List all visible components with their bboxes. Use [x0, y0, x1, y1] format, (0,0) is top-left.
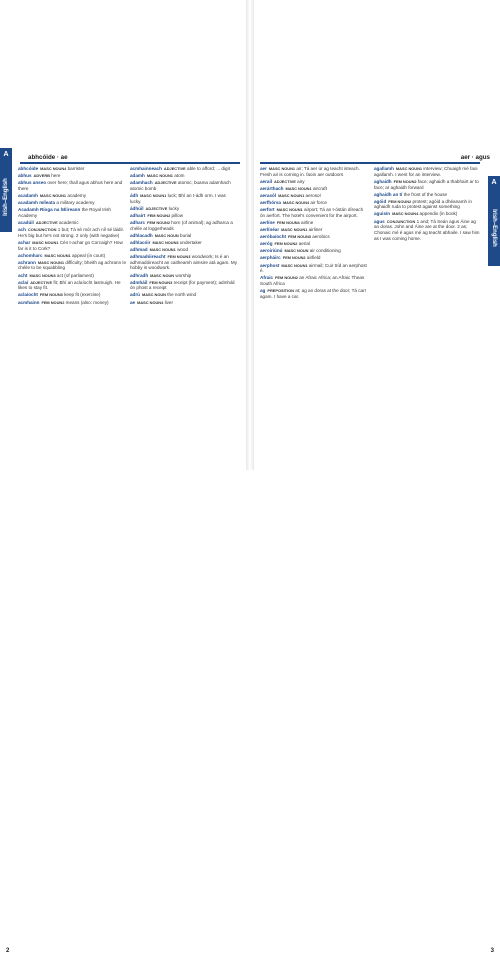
- dictionary-entry: [18, 166, 126, 172]
- definition: fit; Bhí an aclaíocht lasmuigh. He likes to stay fit.: [18, 279, 121, 291]
- grammar-label: MASC NOUN4: [40, 166, 67, 171]
- dictionary-entry: [130, 173, 238, 179]
- definition: luck; Bhí an t-ádh orm. I was lucky.: [130, 192, 226, 204]
- headword: aghaidh: [374, 178, 392, 184]
- definition: aerobics: [312, 234, 330, 240]
- dictionary-entry: [260, 227, 368, 233]
- headword: adrú: [130, 292, 140, 298]
- dictionary-entry: [260, 220, 368, 226]
- left-header-rule: [20, 162, 240, 164]
- grammar-label: MASC NOUN1: [44, 252, 71, 258]
- definition: keep fit (exercise): [64, 292, 101, 298]
- dictionary-entry: [130, 273, 238, 279]
- left-page-number: 2: [6, 948, 10, 954]
- dictionary-entry: [260, 186, 368, 192]
- dictionary-entry: [18, 240, 126, 251]
- grammar-label: MASC NOUN1: [281, 262, 308, 268]
- definition: undertaker: [179, 239, 202, 245]
- definition: the front of the house: [403, 191, 448, 197]
- definition: atom: [174, 173, 185, 179]
- dictionary-entry: [130, 213, 238, 219]
- grammar-label: FEM NOUN2: [275, 275, 298, 281]
- dictionary-entry: [130, 233, 238, 239]
- headword: ag: [260, 288, 266, 294]
- definition: lucky: [168, 205, 180, 211]
- grammar-label: MASC NOUN: [141, 292, 166, 298]
- definition: a military academy: [56, 200, 95, 206]
- grammar-label: MASC NOUN1: [39, 192, 67, 198]
- definition: appendix (in book): [419, 211, 458, 217]
- grammar-label: MASC NOUN: [154, 232, 179, 238]
- dictionary-entry: [260, 275, 368, 286]
- grammar-label: MASC NOUN4: [282, 200, 310, 206]
- definition: interview; Chuaigh mé faoi agallamh. I went for an interview.: [374, 166, 478, 177]
- headword: aerphost: [260, 262, 280, 268]
- headword: aclaíocht: [18, 292, 38, 298]
- dictionary-entry: [260, 255, 368, 261]
- definition: worship: [175, 272, 192, 278]
- dictionary-entry: [18, 300, 126, 306]
- dictionary-entry: [130, 300, 238, 306]
- dictionary-entry: [374, 199, 482, 210]
- left-side-tab: [0, 162, 12, 232]
- grammar-label: CONJUNCTION: [27, 227, 57, 233]
- dictionary-entry: [130, 193, 238, 204]
- headword: acadamh míleata: [18, 200, 56, 206]
- definition: academic: [58, 219, 79, 225]
- grammar-label: ADJECTIVE: [274, 178, 296, 184]
- dictionary-entry: [130, 180, 238, 191]
- headword: aerlínéar: [260, 227, 280, 233]
- definition: 1 and; Tá Seán agus Áine ag an doras. John and Áine are at the door. 2 as; Chonaic mé é agus mé ag teacht abhaile. I saw him as I was coming home.: [374, 218, 480, 241]
- dictionary-entry: [374, 211, 482, 217]
- grammar-label: CONJUNCTION: [386, 218, 416, 224]
- dictionary-entry: [260, 200, 368, 206]
- definition: woodwork; Is é an adhmadóireacht an caitheamh aimsire atá agam. My hobby is woodwork.: [130, 254, 237, 271]
- headword: aerpháirc: [260, 255, 281, 261]
- headword: adhmad: [130, 246, 148, 252]
- left-column-2: [130, 166, 238, 307]
- headword: aeróbaíocht: [260, 234, 287, 240]
- headword: abhcóide: [18, 166, 39, 171]
- headword: ae: [130, 299, 136, 305]
- headword: adharc: [130, 219, 146, 225]
- headword: aghaidh an tí: [374, 191, 403, 197]
- grammar-label: ADJECTIVE: [154, 180, 177, 186]
- definition: liver: [164, 299, 173, 305]
- dictionary-entry: [130, 166, 238, 172]
- headword: adamhach: [130, 180, 153, 186]
- dictionary-entry: [260, 288, 368, 299]
- grammar-label: FEM NOUN2: [41, 299, 65, 305]
- left-column-1: [18, 166, 126, 307]
- headword: aerárthach: [260, 185, 284, 191]
- right-side-tab: [488, 190, 500, 266]
- grammar-label: FEM NOUN3: [288, 234, 311, 240]
- dictionary-entry: [18, 253, 126, 259]
- definition: burial: [180, 232, 192, 238]
- headword: adhlacóir: [130, 239, 151, 245]
- grammar-label: MASC NOUN3: [152, 239, 179, 245]
- grammar-label: MASC NOUN1: [395, 166, 423, 171]
- grammar-label: MASC NOUN3: [29, 272, 56, 278]
- right-running-header: aer · agus: [460, 154, 490, 161]
- dictionary-entry: [18, 207, 126, 218]
- grammar-label: MASC NOUN4: [137, 299, 164, 305]
- grammar-label: ADJECTIVE: [163, 166, 186, 171]
- headword: abhus anseo: [18, 180, 47, 186]
- definition: face; aghaidh a thabhairt ar to face; ar aghaidh forward: [374, 178, 479, 190]
- headword: ádhúil: [130, 205, 144, 211]
- grammar-label: MASC NOUN1: [146, 173, 173, 179]
- grammar-label: FEM NOUN2: [393, 178, 417, 184]
- headword: acmhainneach: [130, 166, 162, 171]
- headword: adhradh: [130, 272, 149, 278]
- grammar-label: MASC NOUN: [150, 272, 175, 278]
- definition: difficulty; bheith ag achrann le chéile to be squabbling: [18, 259, 127, 271]
- definition: act (of parliament): [56, 272, 94, 278]
- headword: adamh: [130, 173, 145, 179]
- headword: acadamh: [18, 192, 38, 198]
- dictionary-entry: [18, 173, 126, 179]
- definition: appeal (in court): [71, 252, 106, 258]
- right-column-1: [260, 166, 368, 301]
- left-running-header: abhcóide · ae: [28, 154, 68, 161]
- definition: air conditioning: [309, 248, 341, 254]
- grammar-label: FEM NOUN2: [147, 212, 171, 218]
- grammar-label: MASC NOUN1: [268, 166, 296, 171]
- definition: aircraft: [312, 185, 327, 191]
- headword: achrann: [18, 259, 36, 265]
- grammar-label: FEM NOUN3: [149, 279, 173, 285]
- grammar-label: FEM NOUN3: [39, 292, 63, 298]
- headword: ádh: [130, 192, 139, 198]
- dictionary-entry: [18, 280, 126, 291]
- definition: at; ag an doras at the door; Tá carr agam. I have a car.: [260, 288, 367, 299]
- definition: airfield: [306, 255, 321, 261]
- headword: abhus: [18, 173, 32, 179]
- definition: the north wind: [167, 292, 197, 298]
- dictionary-entry: [130, 247, 238, 253]
- grammar-label: FEM NOUN3: [167, 254, 191, 260]
- definition: an Afraic Africa; an Afraic Theas South Africa: [260, 275, 365, 287]
- grammar-label: MASC NOUN1: [278, 192, 305, 198]
- grammar-label: FEM NOUN2: [274, 241, 298, 247]
- headword: aerasól: [260, 192, 277, 198]
- definition: receipt (for payment); admháil ón phost a receipt: [130, 279, 235, 291]
- grammar-label: PREPOSITION: [267, 288, 294, 294]
- headword: ach: [18, 227, 26, 233]
- definition: air; Tá aer úr ag teacht isteach. Fresh air is coming in. faoin aer outdoors: [260, 166, 360, 177]
- headword: aeroiriúnú: [260, 248, 283, 254]
- dictionary-entry: [130, 292, 238, 298]
- dictionary-entry: [260, 193, 368, 199]
- right-side-tab-label: Irish–English: [491, 209, 497, 247]
- definition: able to afford; ... digit: [187, 166, 230, 171]
- dictionary-entry: [374, 192, 482, 198]
- definition: the Royal Irish Academy: [18, 207, 111, 218]
- right-page: [254, 0, 500, 500]
- dictionary-entry: [260, 263, 368, 274]
- dictionary-entry: [130, 206, 238, 212]
- grammar-label: ADVERB: [33, 173, 50, 179]
- headword: agus: [374, 218, 385, 224]
- grammar-label: MASC NOUN4: [392, 211, 419, 217]
- grammar-label: MASC NOUN1: [32, 239, 59, 245]
- definition: atomic; buama adamhach atomic bomb: [130, 180, 231, 191]
- dictionary-entry: [260, 179, 368, 185]
- headword: acht: [18, 272, 28, 278]
- grammar-label: MASC NOUN1: [276, 207, 303, 213]
- dictionary-entry: [18, 200, 126, 206]
- grammar-label: MASC NOUN1: [285, 185, 312, 191]
- dictionary-entry: [260, 234, 368, 240]
- definition: airport; Tá an t-óstán díreach ón aerfort. The hotel's convenient for the airport.: [260, 207, 364, 218]
- dictionary-entry: [260, 166, 368, 177]
- headword: acadúil: [18, 219, 34, 225]
- headword: aerfort: [260, 207, 275, 213]
- definition: pillow: [171, 212, 184, 218]
- grammar-label: FEM NOUN4: [276, 219, 300, 225]
- definition: barrister: [67, 166, 85, 171]
- definition: airliner: [308, 227, 323, 233]
- dictionary-entry: [130, 280, 238, 291]
- grammar-label: ADJECTIVE: [30, 279, 53, 285]
- grammar-label: FEM NOUN2: [147, 219, 170, 225]
- headword: aeróg: [260, 241, 273, 247]
- definition: air force: [310, 200, 327, 206]
- grammar-label: MASC NOUN1: [149, 246, 176, 252]
- definition: over here; thall agus abhus here and there: [18, 180, 123, 191]
- headword: aerfhórsa: [260, 200, 281, 206]
- dictionary-entry: [18, 220, 126, 226]
- headword: adhlacadh: [130, 232, 153, 238]
- grammar-label: MASC NOUN1: [281, 227, 308, 233]
- left-page: [0, 0, 246, 500]
- definition: horn (of animal); ag adharca a chéile at loggerheads: [130, 219, 233, 231]
- headword: admháil: [130, 279, 148, 285]
- dictionary-entry: [130, 220, 238, 231]
- headword: adhairt: [130, 212, 146, 218]
- right-tab-letter: A: [488, 176, 500, 190]
- dictionary-entry: [18, 273, 126, 279]
- headword: agallamh: [374, 166, 394, 171]
- definition: aerosol: [305, 192, 321, 198]
- dictionary-entry: [18, 260, 126, 271]
- definition: protest; agóid a dhéanamh in aghaidh ruda to protest against something: [374, 198, 472, 210]
- dictionary-entry: [260, 248, 368, 254]
- dictionary-entry: [374, 179, 482, 190]
- left-side-tab-label: Irish–English: [3, 178, 9, 216]
- grammar-label: ADJECTIVE: [145, 205, 168, 211]
- headword: aguisín: [374, 211, 391, 217]
- dictionary-entry: [18, 227, 126, 238]
- left-tab-letter: A: [0, 148, 12, 162]
- headword: aeraíl: [260, 178, 273, 184]
- headword: Afraic: [260, 275, 274, 281]
- grammar-label: MASC NOUN1: [37, 259, 65, 265]
- dictionary-entry: [374, 166, 482, 177]
- headword: adhmadóireacht: [130, 254, 166, 260]
- definition: airmail; Cuir tríd an aerphost é.: [260, 262, 367, 274]
- dictionary-entry: [374, 219, 482, 242]
- headword: aer: [260, 166, 267, 171]
- definition: academy: [67, 192, 86, 198]
- headword: achar: [18, 239, 31, 245]
- dictionary-entry: [130, 254, 238, 271]
- bottom-margin: [0, 470, 500, 954]
- definition: airline: [301, 219, 314, 225]
- dictionary-entry: [130, 240, 238, 246]
- headword: achomharc: [18, 252, 43, 258]
- page-gutter: [246, 0, 254, 500]
- headword: aclaí: [18, 279, 29, 285]
- dictionary-entry: [260, 207, 368, 218]
- definition: 1 but; Tá sé mór ach níl sé láidir. He's big but he's not strong. 2 only (with negative): [18, 227, 125, 238]
- definition: wood: [177, 246, 189, 252]
- grammar-label: FEM NOUN2: [388, 198, 412, 204]
- right-page-number: 3: [490, 948, 494, 954]
- headword: acmhainn: [18, 299, 40, 305]
- grammar-label: ADJECTIVE: [35, 219, 58, 225]
- dictionary-entry: [18, 180, 126, 191]
- grammar-label: FEM NOUN2: [282, 255, 306, 261]
- headword: aerlíne: [260, 219, 275, 225]
- definition: airy: [297, 178, 305, 184]
- headword: Acadamh Ríoga na hÉireann: [18, 207, 81, 213]
- definition: means (also: money): [65, 299, 109, 305]
- headword: agóid: [374, 198, 387, 204]
- grammar-label: MASC NOUN: [284, 248, 309, 254]
- grammar-label: MASC NOUN1: [140, 192, 167, 198]
- definition: Cén t-achar go Corcaigh? How far is it to Cork?: [18, 239, 123, 251]
- dictionary-entry: [260, 241, 368, 247]
- dictionary-entry: [18, 193, 126, 199]
- right-column-2: [374, 166, 482, 243]
- right-header-rule: [260, 162, 480, 164]
- definition: aerial: [298, 241, 310, 247]
- dictionary-entry: [18, 292, 126, 298]
- definition: here: [51, 173, 61, 179]
